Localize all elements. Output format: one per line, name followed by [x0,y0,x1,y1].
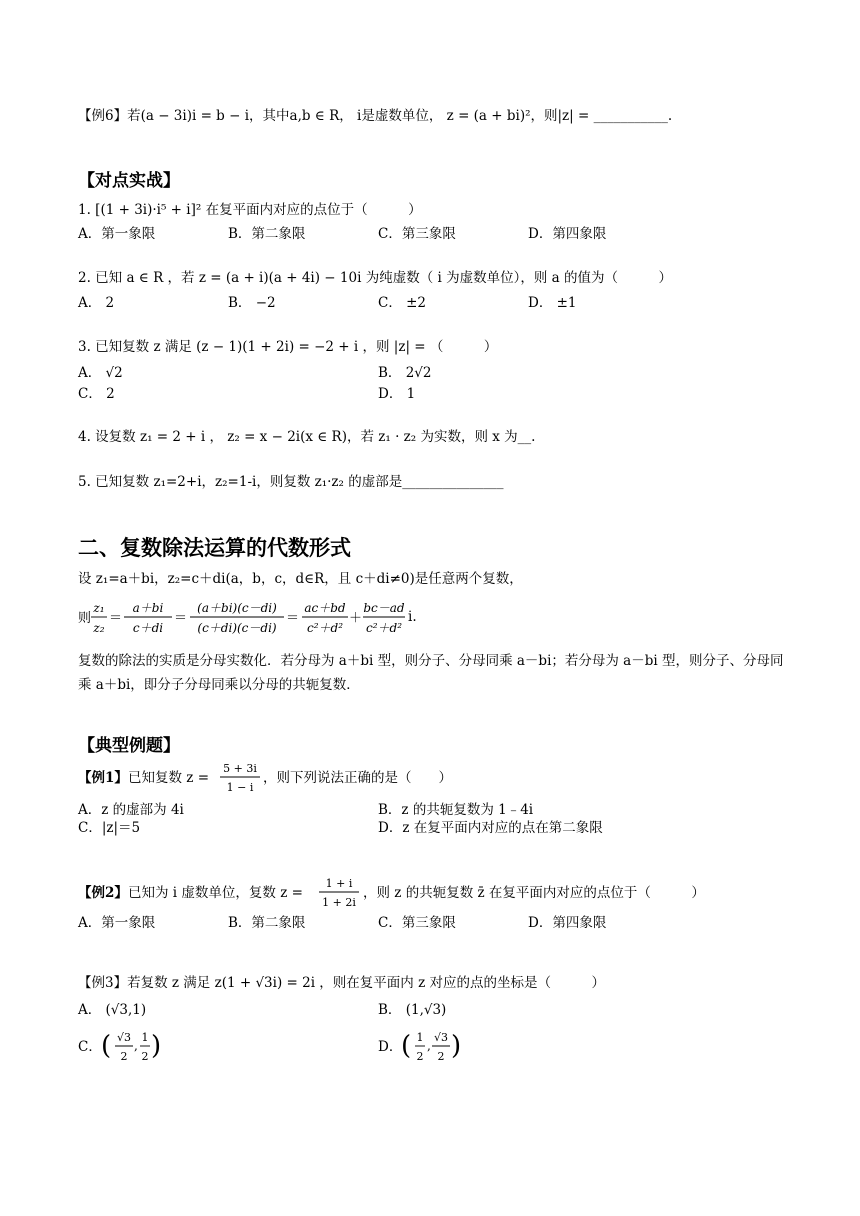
fraction-numerator: a＋bi [132,601,164,615]
q4-stem: 4. 设复数 z₁ = 2 + i ， z₂ = x − 2i(x ∈ R)，若 z₁ · z₂ 为实数，则 x 为__. [78,429,536,445]
q3-option-a: A． √2 [78,365,123,381]
example-1-label: 【例1】 [78,770,128,786]
comma: , [427,1039,431,1053]
fraction-denominator: 2 [141,1050,149,1063]
q2-stem: 2. 已知 a ∈ R ，若 z = (a + i)(a + 4i) − 10i 为纯虚数（ i 为虚数单位），则 a 的值为（ ） [78,270,672,286]
section-2-title: 二、复数除法运算的代数形式 [78,536,351,560]
example-2-stem: 已知为 i 虚数单位，复数 z = [128,885,303,901]
example-3-option-c-value [100,1024,162,1070]
example-1-fraction [218,759,262,797]
q3-option-c: C． 2 [78,386,115,402]
fraction-denominator: 2 [437,1050,445,1063]
q1-option-a: A．第一象限 [78,226,156,242]
example-1-stem: 已知复数 z = [128,770,210,786]
q5-stem: 5. 已知复数 z₁=2+i，z₂=1-i，则复数 z₁·z₂ 的虚部是_______________ [78,474,504,490]
section-heading-examples: 【典型例题】 [78,736,180,756]
plus-sign: ＋ [349,611,363,626]
example-2-label: 【例2】 [78,885,128,901]
fraction-denominator: c²＋d² [306,621,344,635]
fraction-numerator: 1 [141,1031,149,1044]
example-1-option-b: B．z 的共轭复数为 1﹣4i [378,802,534,818]
equals-sign: ＝ [174,611,188,626]
example-3-option-a: A． (√3,1) [78,1002,147,1018]
example-2-fraction [316,874,362,912]
division-explanation: 复数的除法的实质是分母实数化．若分母为 a＋bi 型，则分子、分母同乘 a－bi；若分母为 a－bi 型，则分子、分母同乘 a＋bi，即分子分母同乘以分母的共轭复数． [78,653,784,693]
right-paren: ) [151,1031,162,1061]
section-heading-practice: 【对点实战】 [78,171,180,191]
comma: , [134,1039,138,1053]
fraction-denominator: z₂ [93,621,105,635]
q3-stem: 3. 已知复数 z 满足 (z − 1)(1 + 2i) = −2 + i ，则 |z| = （ ） [78,339,498,355]
equals-sign: ＝ [286,611,300,626]
example-2-stem-end: ，则 z 的共轭复数 z̄ 在复平面内对应的点位于（ ） [363,885,705,901]
left-paren: ( [401,1031,412,1061]
q2-option-c: C． ±2 [378,295,427,311]
example-3-option-d-value [400,1024,462,1070]
example-3-stem: 【例3】若复数 z 满足 z(1 + √3i) = 2i ，则在复平面内 z 对应的点的坐标是（ ） [78,975,606,991]
example-3-option-c-label: C． [78,1039,102,1055]
formula-lead: 则 [78,611,92,626]
fraction-denominator: 2 [120,1050,128,1063]
fraction-denominator: c²＋d² [365,621,403,635]
fraction-denominator: 1 − i [226,781,254,794]
fraction-numerator: (a＋bi)(c－di) [197,601,277,615]
fraction-numerator: ac＋bd [304,601,346,615]
formula-tail: i. [408,609,417,625]
q1-stem: 1. [(1 + 3i)·i⁵ + i]² 在复平面内对应的点位于（ ） [78,202,422,218]
fraction-numerator: 5 + 3i [223,762,257,775]
fraction-numerator: bc－ad [363,601,405,615]
example-1-stem-end: ，则下列说法正确的是（ ） [263,770,452,786]
q2-option-a: A． 2 [78,295,115,311]
q1-option-b: B．第二象限 [228,226,306,242]
equals-sign: ＝ [109,611,123,626]
example-2-option-a: A．第一象限 [78,915,156,931]
fraction-numerator: 1 [416,1031,424,1044]
q2-option-d: D． ±1 [528,295,577,311]
example-1-option-d: D．z 在复平面内对应的点在第二象限 [378,820,603,836]
fraction-denominator: 2 [416,1050,424,1063]
fraction-denominator: 1 + 2i [322,896,356,909]
fraction-numerator: √3 [433,1031,449,1044]
fraction-numerator: z₁ [93,601,105,615]
example-3-option-d-label: D． [378,1039,403,1055]
q1-option-d: D．第四象限 [528,226,607,242]
left-paren: ( [101,1031,112,1061]
example-1-option-a: A．z 的虚部为 4i [78,802,184,818]
right-paren: ) [451,1031,462,1061]
example-2-option-d: D．第四象限 [528,915,607,931]
fraction-numerator: √3 [116,1031,132,1044]
example-2-option-c: C．第三象限 [378,915,456,931]
example-6: 【例6】若(a − 3i)i = b − i，其中a,b ∈ R， i是虚数单位， z = (a + bi)²，则|z| = ___________. [78,108,673,124]
q1-option-c: C．第三象限 [378,226,456,242]
division-intro: 设 z₁=a＋bi，z₂=c＋di(a，b，c，d∈R，且 c＋di≠0)是任意两个复数， [78,571,523,587]
example-2-option-b: B．第二象限 [228,915,306,931]
q2-option-b: B． −2 [228,295,276,311]
fraction-denominator: c＋di [132,621,164,635]
fraction-numerator: 1 + i [325,877,353,890]
example-3-option-b: B． (1,√3) [378,1002,447,1018]
fraction-denominator: (c＋di)(c－di) [197,621,277,635]
q3-option-d: D． 1 [378,386,416,402]
division-formula [78,595,408,641]
q3-option-b: B． 2√2 [378,365,432,381]
example-1-option-c: C．|z|＝5 [78,820,141,836]
